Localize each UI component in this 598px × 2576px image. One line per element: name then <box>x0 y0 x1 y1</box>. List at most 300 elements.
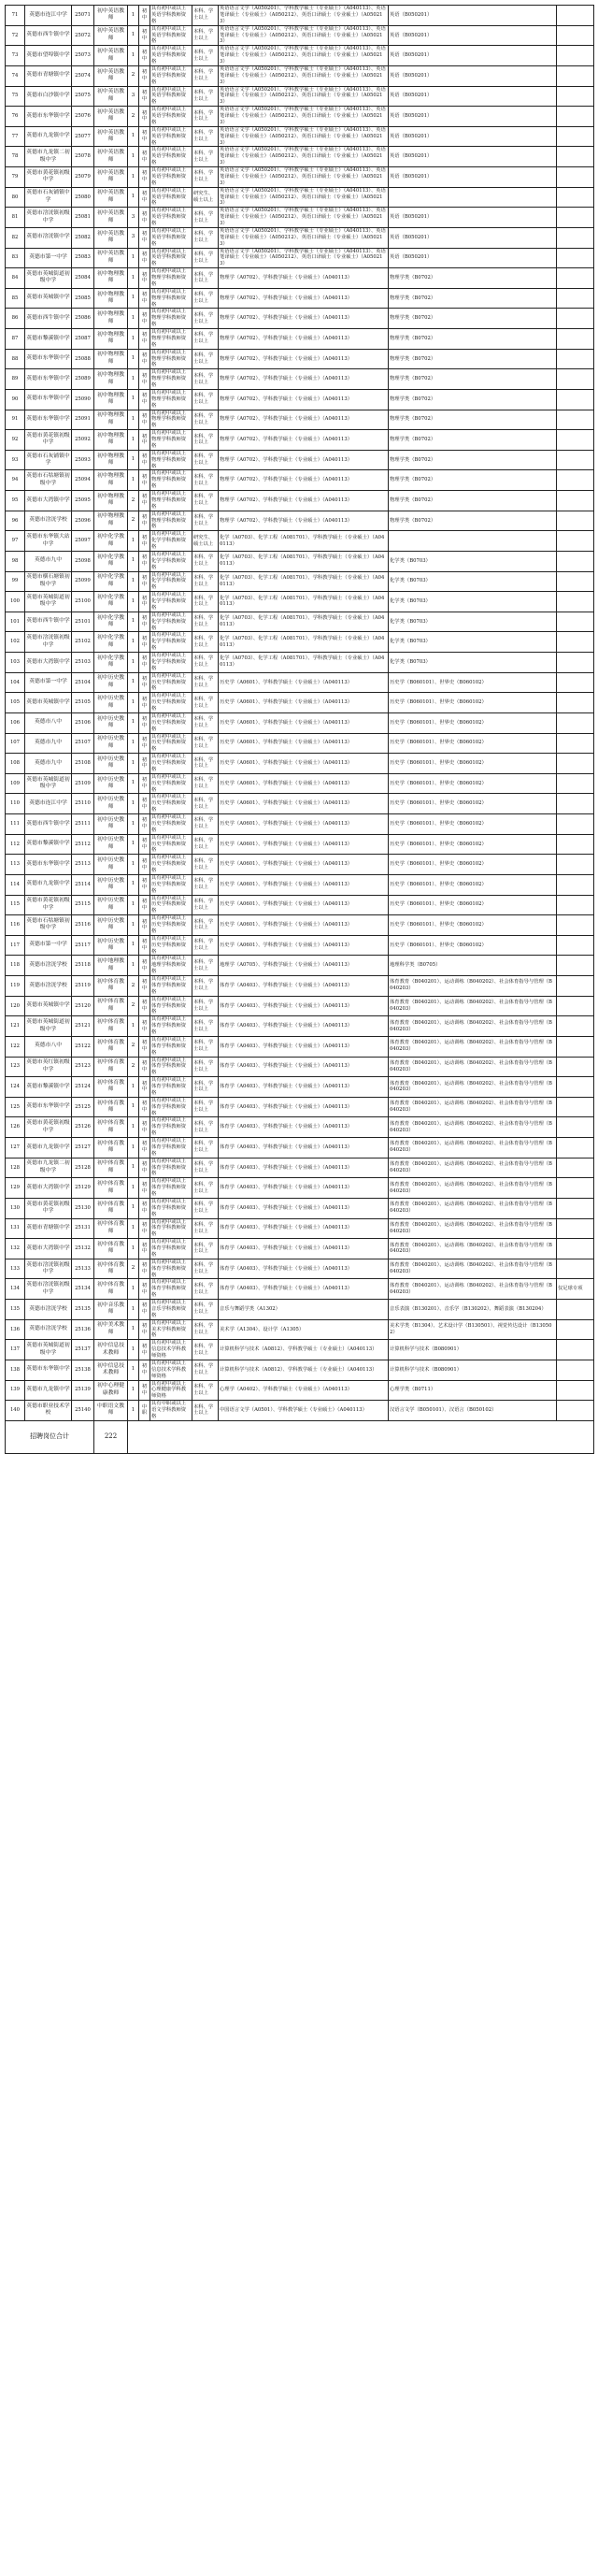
post-code-cell: 25096 <box>72 511 94 531</box>
post-name-cell: 初中体育教师 <box>94 1077 128 1098</box>
row-number-cell: 127 <box>6 1138 25 1158</box>
education-cell: 本科、学士以上 <box>192 1036 219 1057</box>
post-name-cell: 初中体育教师 <box>94 1239 128 1259</box>
graduate-major-cell: 英语语言文学（A050201）、学科教学硕士（专业硕士）（A040113）、英语笔译硕士（专业硕士）（A050212）、英语口译硕士（专业硕士）（A050213） <box>219 248 389 268</box>
undergraduate-major-cell: 体育教育（B040201）、运动训练（B040202）、社会体育指导与管理（B040203） <box>389 1138 557 1158</box>
remark-cell <box>557 592 594 612</box>
post-name-cell: 初中音乐教师 <box>94 1300 128 1320</box>
headcount-cell: 1 <box>128 1218 139 1239</box>
undergraduate-major-cell: 物理学类（B0702） <box>389 369 557 390</box>
row-number-cell: 72 <box>6 25 25 46</box>
education-cell: 本科、学士以上 <box>192 227 219 248</box>
school-level-cell: 初中 <box>139 511 150 531</box>
qualification-cell: 具有初中或以上心理健康学科教师资格 <box>150 1380 192 1401</box>
school-level-cell: 初中 <box>139 693 150 713</box>
remark-cell <box>557 1198 594 1218</box>
education-cell: 本科、学士以上 <box>192 86 219 107</box>
post-code-cell: 25097 <box>72 531 94 552</box>
education-cell: 本科、学士以上 <box>192 773 219 794</box>
undergraduate-major-cell: 历史学（B060101）、世界史（B060102） <box>389 672 557 693</box>
post-code-cell: 25087 <box>72 329 94 350</box>
post-name-cell: 初中体育教师 <box>94 1057 128 1077</box>
post-code-cell: 25116 <box>72 915 94 936</box>
graduate-major-cell: 体育学（A0403）、学科教学硕士（专业硕士）（A040113） <box>219 1077 389 1098</box>
row-number-cell: 105 <box>6 693 25 713</box>
graduate-major-cell: 化学（A0703）、化学工程（A081701）、学科教学硕士（专业硕士）（A040113） <box>219 653 389 673</box>
graduate-major-cell: 体育学（A0403）、学科教学硕士（专业硕士）（A040113） <box>219 1057 389 1077</box>
table-row <box>6 794 594 814</box>
row-number-cell: 71 <box>6 6 25 26</box>
undergraduate-major-cell: 历史学（B060101）、世界史（B060102） <box>389 773 557 794</box>
headcount-cell: 1 <box>128 672 139 693</box>
row-number-cell: 106 <box>6 712 25 733</box>
education-cell: 本科、学士以上 <box>192 25 219 46</box>
undergraduate-major-cell: 历史学（B060101）、世界史（B060102） <box>389 834 557 855</box>
headcount-cell: 1 <box>128 1198 139 1218</box>
qualification-cell: 具有初中或以上英语学科教师资格 <box>150 46 192 66</box>
graduate-major-cell: 历史学（A0601）、学科教学硕士（专业硕士）（A040113） <box>219 874 389 895</box>
table-row <box>6 309 594 329</box>
row-number-cell: 139 <box>6 1380 25 1401</box>
post-name-cell: 初中历史教师 <box>94 693 128 713</box>
unit-name-cell: 英德市八中 <box>25 1036 72 1057</box>
post-name-cell: 初中英语教师 <box>94 167 128 188</box>
headcount-cell: 1 <box>128 653 139 673</box>
education-cell: 本科、学士以上 <box>192 1016 219 1037</box>
unit-name-cell: 英德市东华镇中学 <box>25 855 72 875</box>
undergraduate-major-cell: 化学类（B0703） <box>389 653 557 673</box>
education-cell: 本科、学士以上 <box>192 632 219 653</box>
post-code-cell: 25093 <box>72 450 94 470</box>
education-cell: 本科、学士以上 <box>192 1158 219 1178</box>
headcount-cell: 1 <box>128 1097 139 1117</box>
post-name-cell: 初中历史教师 <box>94 814 128 835</box>
graduate-major-cell: 化学（A0703）、化学工程（A081701）、学科教学硕士（专业硕士）（A040113） <box>219 531 389 552</box>
unit-name-cell: 英德市浛洸学校 <box>25 956 72 976</box>
qualification-cell: 具有初中或以上英语学科教师资格 <box>150 25 192 46</box>
post-code-cell: 25085 <box>72 288 94 309</box>
qualification-cell: 具有初中或以上英语学科教师资格 <box>150 86 192 107</box>
undergraduate-major-cell: 心理学类（B0711） <box>389 1380 557 1401</box>
unit-name-cell: 英德市浛洸镇初级中学 <box>25 1279 72 1300</box>
row-number-cell: 114 <box>6 874 25 895</box>
school-level-cell: 初中 <box>139 1198 150 1218</box>
undergraduate-major-cell: 体育教育（B040201）、运动训练（B040202）、社会体育指导与管理（B040203） <box>389 1097 557 1117</box>
headcount-cell: 1 <box>128 855 139 875</box>
row-number-cell: 74 <box>6 65 25 86</box>
unit-name-cell: 英德市黄花镇初级中学 <box>25 1117 72 1138</box>
remark-cell <box>557 1097 594 1117</box>
undergraduate-major-cell: 体育教育（B040201）、运动训练（B040202）、社会体育指导与管理（B040203） <box>389 1158 557 1178</box>
undergraduate-major-cell: 英语（B050201） <box>389 107 557 127</box>
row-number-cell: 107 <box>6 733 25 754</box>
school-level-cell: 初中 <box>139 712 150 733</box>
qualification-cell: 具有初中或以上英语学科教师资格 <box>150 6 192 26</box>
headcount-cell: 2 <box>128 1036 139 1057</box>
table-row <box>6 410 594 430</box>
post-code-cell: 25072 <box>72 25 94 46</box>
headcount-cell: 1 <box>128 25 139 46</box>
education-cell: 本科、学士以上 <box>192 653 219 673</box>
unit-name-cell: 英德市东华镇中学 <box>25 369 72 390</box>
table-row <box>6 1138 594 1158</box>
headcount-cell: 1 <box>128 187 139 208</box>
post-code-cell: 25126 <box>72 1117 94 1138</box>
graduate-major-cell: 物理学（A0702）、学科教学硕士（专业硕士）（A040113） <box>219 309 389 329</box>
unit-name-cell: 英德市浛洸学校 <box>25 976 72 997</box>
education-cell: 本科、学士以上 <box>192 976 219 997</box>
education-cell: 本科、学士以上 <box>192 733 219 754</box>
education-cell: 研究生、硕士以上 <box>192 531 219 552</box>
row-number-cell: 95 <box>6 491 25 511</box>
graduate-major-cell: 历史学（A0601）、学科教学硕士（专业硕士）（A040113） <box>219 754 389 774</box>
post-name-cell: 初中物理教师 <box>94 410 128 430</box>
education-cell: 本科、学士以上 <box>192 1178 219 1199</box>
table-row <box>6 208 594 228</box>
education-cell: 本科、学士以上 <box>192 1057 219 1077</box>
table-row <box>6 430 594 451</box>
post-name-cell: 初中体育教师 <box>94 1036 128 1057</box>
education-cell: 本科、学士以上 <box>192 126 219 147</box>
qualification-cell: 具有初中或以上历史学科教师资格 <box>150 672 192 693</box>
unit-name-cell: 英德市白沙镇中学 <box>25 86 72 107</box>
school-level-cell: 初中 <box>139 1138 150 1158</box>
graduate-major-cell: 物理学（A0702）、学科教学硕士（专业硕士）（A040113） <box>219 389 389 410</box>
table-row <box>6 369 594 390</box>
table-row <box>6 693 594 713</box>
post-code-cell: 25105 <box>72 693 94 713</box>
qualification-cell: 具有初中或以上体育学科教师资格 <box>150 1097 192 1117</box>
education-cell: 研究生、硕士以上 <box>192 187 219 208</box>
qualification-cell: 具有初中或以上音乐学科教师资格 <box>150 1300 192 1320</box>
qualification-cell: 具有初中或以上历史学科教师资格 <box>150 895 192 915</box>
remark-cell <box>557 167 594 188</box>
qualification-cell: 具有初中或以上化学学科教师资格 <box>150 632 192 653</box>
school-level-cell: 初中 <box>139 551 150 571</box>
undergraduate-major-cell: 历史学（B060101）、世界史（B060102） <box>389 935 557 956</box>
unit-name-cell: 英德市英城镇中学 <box>25 996 72 1016</box>
school-level-cell: 初中 <box>139 996 150 1016</box>
unit-name-cell: 英德市黄花镇初级中学 <box>25 1198 72 1218</box>
qualification-cell: 具有初中或以上英语学科教师资格 <box>150 167 192 188</box>
headcount-cell: 1 <box>128 1360 139 1380</box>
row-number-cell: 128 <box>6 1158 25 1178</box>
headcount-cell: 1 <box>128 430 139 451</box>
headcount-cell: 1 <box>128 1340 139 1360</box>
post-name-cell: 初中体育教师 <box>94 1279 128 1300</box>
remark-cell <box>557 86 594 107</box>
school-level-cell: 初中 <box>139 1036 150 1057</box>
education-cell: 本科、学士以上 <box>192 491 219 511</box>
unit-name-cell: 英德市大湾镇中学 <box>25 1239 72 1259</box>
post-name-cell: 初中体育教师 <box>94 1117 128 1138</box>
post-name-cell: 初中英语教师 <box>94 25 128 46</box>
row-number-cell: 90 <box>6 389 25 410</box>
headcount-cell: 2 <box>128 1259 139 1279</box>
row-number-cell: 109 <box>6 773 25 794</box>
total-label: 招聘岗位合计 <box>6 1420 94 1453</box>
undergraduate-major-cell: 体育教育（B040201）、运动训练（B040202）、社会体育指导与管理（B040203） <box>389 1279 557 1300</box>
remark-cell <box>557 895 594 915</box>
post-code-cell: 25080 <box>72 187 94 208</box>
school-level-cell: 初中 <box>139 1016 150 1037</box>
post-name-cell: 初中物理教师 <box>94 491 128 511</box>
undergraduate-major-cell: 化学类（B0703） <box>389 612 557 632</box>
post-code-cell: 25136 <box>72 1319 94 1340</box>
remark-cell <box>557 309 594 329</box>
post-name-cell: 初中信息技术教师 <box>94 1340 128 1360</box>
unit-name-cell: 英德市黎溪镇中学 <box>25 329 72 350</box>
post-code-cell: 25110 <box>72 794 94 814</box>
unit-name-cell: 英德市青塘镇中学 <box>25 1218 72 1239</box>
post-name-cell: 初中历史教师 <box>94 794 128 814</box>
post-code-cell: 25084 <box>72 268 94 289</box>
headcount-cell: 1 <box>128 349 139 369</box>
undergraduate-major-cell: 体育教育（B040201）、运动训练（B040202）、社会体育指导与管理（B040203） <box>389 1036 557 1057</box>
headcount-cell: 2 <box>128 976 139 997</box>
remark-cell <box>557 915 594 936</box>
unit-name-cell: 英德市石灰铺镇中学 <box>25 187 72 208</box>
post-code-cell: 25089 <box>72 369 94 390</box>
post-code-cell: 25113 <box>72 855 94 875</box>
headcount-cell: 1 <box>128 309 139 329</box>
qualification-cell: 具有初中或以上物理学科教师资格 <box>150 470 192 491</box>
row-number-cell: 80 <box>6 187 25 208</box>
education-cell: 本科、学士以上 <box>192 1401 219 1421</box>
education-cell: 本科、学士以上 <box>192 309 219 329</box>
table-row <box>6 1300 594 1320</box>
unit-name-cell: 英德市英城街道初级中学 <box>25 592 72 612</box>
education-cell: 本科、学士以上 <box>192 511 219 531</box>
unit-name-cell: 英德市浛洸镇初级中学 <box>25 632 72 653</box>
education-cell: 本科、学士以上 <box>192 895 219 915</box>
school-level-cell: 初中 <box>139 1097 150 1117</box>
graduate-major-cell: 历史学（A0601）、学科教学硕士（专业硕士）（A040113） <box>219 672 389 693</box>
school-level-cell: 初中 <box>139 1259 150 1279</box>
table-row <box>6 25 594 46</box>
school-level-cell: 初中 <box>139 1279 150 1300</box>
table-row <box>6 592 594 612</box>
headcount-cell: 1 <box>128 1380 139 1401</box>
post-name-cell: 初中英语教师 <box>94 147 128 167</box>
row-number-cell: 81 <box>6 208 25 228</box>
headcount-cell: 1 <box>128 1319 139 1340</box>
remark-cell <box>557 1218 594 1239</box>
table-row <box>6 86 594 107</box>
unit-name-cell: 英德市浛洸镇中学 <box>25 227 72 248</box>
graduate-major-cell: 体育学（A0403）、学科教学硕士（专业硕士）（A040113） <box>219 1198 389 1218</box>
table-row <box>6 1380 594 1401</box>
table-row <box>6 167 594 188</box>
row-number-cell: 89 <box>6 369 25 390</box>
qualification-cell: 具有初中或以上物理学科教师资格 <box>150 450 192 470</box>
qualification-cell: 具有初中或以上体育学科教师资格 <box>150 996 192 1016</box>
post-name-cell: 初中历史教师 <box>94 754 128 774</box>
row-number-cell: 100 <box>6 592 25 612</box>
undergraduate-major-cell: 体育教育（B040201）、运动训练（B040202）、社会体育指导与管理（B040203） <box>389 1016 557 1037</box>
school-level-cell: 初中 <box>139 915 150 936</box>
post-name-cell: 初中信息技术教师 <box>94 1360 128 1380</box>
post-code-cell: 25135 <box>72 1300 94 1320</box>
education-cell: 本科、学士以上 <box>192 693 219 713</box>
unit-name-cell: 英德市第一中学 <box>25 935 72 956</box>
qualification-cell: 具有初中或以上历史学科教师资格 <box>150 935 192 956</box>
qualification-cell: 具有初中或以上物理学科教师资格 <box>150 369 192 390</box>
remark-cell <box>557 1300 594 1320</box>
post-name-cell: 初中体育教师 <box>94 1218 128 1239</box>
headcount-cell: 2 <box>128 1057 139 1077</box>
school-level-cell: 初中 <box>139 470 150 491</box>
post-code-cell: 25083 <box>72 248 94 268</box>
unit-name-cell: 英德市九中 <box>25 733 72 754</box>
school-level-cell: 初中 <box>139 1380 150 1401</box>
headcount-cell: 1 <box>128 1077 139 1098</box>
unit-name-cell: 英德市石灰铺镇中学 <box>25 450 72 470</box>
post-code-cell: 25124 <box>72 1077 94 1098</box>
remark-cell <box>557 65 594 86</box>
remark-cell <box>557 25 594 46</box>
post-name-cell: 初中英语教师 <box>94 46 128 66</box>
post-name-cell: 初中英语教师 <box>94 6 128 26</box>
education-cell: 本科、学士以上 <box>192 1380 219 1401</box>
school-level-cell: 初中 <box>139 1340 150 1360</box>
graduate-major-cell: 体育学（A0403）、学科教学硕士（专业硕士）（A040113） <box>219 1218 389 1239</box>
remark-cell <box>557 107 594 127</box>
qualification-cell: 具有初中或以上体育学科教师资格 <box>150 1218 192 1239</box>
school-level-cell: 初中 <box>139 935 150 956</box>
post-code-cell: 25102 <box>72 632 94 653</box>
remark-cell <box>557 551 594 571</box>
row-number-cell: 126 <box>6 1117 25 1138</box>
remark-cell <box>557 450 594 470</box>
education-cell: 本科、学士以上 <box>192 349 219 369</box>
school-level-cell: 初中 <box>139 1319 150 1340</box>
post-code-cell: 25132 <box>72 1239 94 1259</box>
remark-cell <box>557 996 594 1016</box>
education-cell: 本科、学士以上 <box>192 167 219 188</box>
unit-name-cell: 英德市西牛镇中学 <box>25 25 72 46</box>
table-row <box>6 733 594 754</box>
qualification-cell: 具有初中或以上体育学科教师资格 <box>150 1279 192 1300</box>
row-number-cell: 101 <box>6 612 25 632</box>
unit-name-cell: 英德市大湾镇中学 <box>25 653 72 673</box>
post-name-cell: 初中历史教师 <box>94 915 128 936</box>
table-row <box>6 65 594 86</box>
education-cell: 本科、学士以上 <box>192 208 219 228</box>
post-name-cell: 初中化学教师 <box>94 571 128 592</box>
undergraduate-major-cell: 体育教育（B040201）、运动训练（B040202）、社会体育指导与管理（B040203） <box>389 1218 557 1239</box>
remark-cell <box>557 814 594 835</box>
post-code-cell: 25073 <box>72 46 94 66</box>
remark-cell <box>557 1239 594 1259</box>
graduate-major-cell: 英语语言文学（A050201）、学科教学硕士（专业硕士）（A040113）、英语笔译硕士（专业硕士）（A050212）、英语口译硕士（专业硕士）（A050213） <box>219 25 389 46</box>
school-level-cell: 初中 <box>139 389 150 410</box>
undergraduate-major-cell: 化学类（B0703） <box>389 571 557 592</box>
post-name-cell: 初中历史教师 <box>94 935 128 956</box>
school-level-cell: 初中 <box>139 450 150 470</box>
school-level-cell: 初中 <box>139 632 150 653</box>
graduate-major-cell: 体育学（A0403）、学科教学硕士（专业硕士）（A040113） <box>219 1097 389 1117</box>
undergraduate-major-cell: 体育教育（B040201）、运动训练（B040202）、社会体育指导与管理（B040203） <box>389 1117 557 1138</box>
table-row <box>6 571 594 592</box>
school-level-cell: 初中 <box>139 1117 150 1138</box>
remark-cell <box>557 712 594 733</box>
remark-cell <box>557 6 594 26</box>
unit-name-cell: 英德市石牯塘镇初级中学 <box>25 470 72 491</box>
row-number-cell: 76 <box>6 107 25 127</box>
graduate-major-cell: 物理学（A0702）、学科教学硕士（专业硕士）（A040113） <box>219 511 389 531</box>
post-code-cell: 25078 <box>72 147 94 167</box>
remark-cell <box>557 1178 594 1199</box>
post-code-cell: 25140 <box>72 1401 94 1421</box>
graduate-major-cell: 英语语言文学（A050201）、学科教学硕士（专业硕士）（A040113）、英语笔译硕士（专业硕士）（A050212）、英语口译硕士（专业硕士）（A050213） <box>219 46 389 66</box>
graduate-major-cell: 历史学（A0601）、学科教学硕士（专业硕士）（A040113） <box>219 794 389 814</box>
post-code-cell: 25119 <box>72 976 94 997</box>
post-code-cell: 25108 <box>72 754 94 774</box>
post-name-cell: 初中化学教师 <box>94 551 128 571</box>
graduate-major-cell: 体育学（A0403）、学科教学硕士（专业硕士）（A040113） <box>219 1279 389 1300</box>
education-cell: 本科、学士以上 <box>192 754 219 774</box>
school-level-cell: 初中 <box>139 956 150 976</box>
graduate-major-cell: 化学（A0703）、化学工程（A081701）、学科教学硕士（专业硕士）（A040113） <box>219 592 389 612</box>
row-number-cell: 85 <box>6 288 25 309</box>
unit-name-cell: 英德市浛洸学校 <box>25 1319 72 1340</box>
qualification-cell: 具有初中或以上历史学科教师资格 <box>150 915 192 936</box>
post-code-cell: 25118 <box>72 956 94 976</box>
row-number-cell: 123 <box>6 1057 25 1077</box>
undergraduate-major-cell: 英语（B050201） <box>389 6 557 26</box>
graduate-major-cell: 物理学（A0702）、学科教学硕士（专业硕士）（A040113） <box>219 491 389 511</box>
headcount-cell: 1 <box>128 754 139 774</box>
qualification-cell: 具有初中或以上历史学科教师资格 <box>150 794 192 814</box>
qualification-cell: 具有初中或以上历史学科教师资格 <box>150 874 192 895</box>
graduate-major-cell: 化学（A0703）、化学工程（A081701）、学科教学硕士（专业硕士）（A040113） <box>219 551 389 571</box>
education-cell: 本科、学士以上 <box>192 712 219 733</box>
row-number-cell: 130 <box>6 1198 25 1218</box>
graduate-major-cell: 心理学（A0402）、学科教学硕士（专业硕士）（A040113） <box>219 1380 389 1401</box>
school-level-cell: 初中 <box>139 369 150 390</box>
undergraduate-major-cell: 计算机科学与技术（B080901） <box>389 1360 557 1380</box>
unit-name-cell: 英德市英城街道初级中学 <box>25 268 72 289</box>
table-row <box>6 349 594 369</box>
graduate-major-cell: 历史学（A0601）、学科教学硕士（专业硕士）（A040113） <box>219 712 389 733</box>
undergraduate-major-cell: 音乐表演（B130201）、音乐学（B130202）、舞蹈表演（B130204） <box>389 1300 557 1320</box>
school-level-cell: 初中 <box>139 531 150 552</box>
post-name-cell: 初中英语教师 <box>94 187 128 208</box>
table-row <box>6 874 594 895</box>
education-cell: 本科、学士以上 <box>192 612 219 632</box>
education-cell: 本科、学士以上 <box>192 389 219 410</box>
school-level-cell: 初中 <box>139 1239 150 1259</box>
qualification-cell: 具有初中或以上体育学科教师资格 <box>150 1077 192 1098</box>
school-level-cell: 初中 <box>139 1360 150 1380</box>
qualification-cell: 具有初中或以上物理学科教师资格 <box>150 288 192 309</box>
unit-name-cell: 英德市九龙镇二初级中学 <box>25 1158 72 1178</box>
unit-name-cell: 英德市东华镇中学 <box>25 349 72 369</box>
row-number-cell: 83 <box>6 248 25 268</box>
education-cell: 本科、学士以上 <box>192 450 219 470</box>
row-number-cell: 112 <box>6 834 25 855</box>
remark-cell <box>557 1401 594 1421</box>
remark-cell <box>557 1319 594 1340</box>
undergraduate-major-cell: 物理学类（B0702） <box>389 268 557 289</box>
table-row <box>6 1239 594 1259</box>
post-name-cell: 初中体育教师 <box>94 1158 128 1178</box>
qualification-cell: 具有初中或以上英语学科教师资格 <box>150 107 192 127</box>
table-row <box>6 773 594 794</box>
undergraduate-major-cell: 英语（B050201） <box>389 126 557 147</box>
school-level-cell: 初中 <box>139 6 150 26</box>
